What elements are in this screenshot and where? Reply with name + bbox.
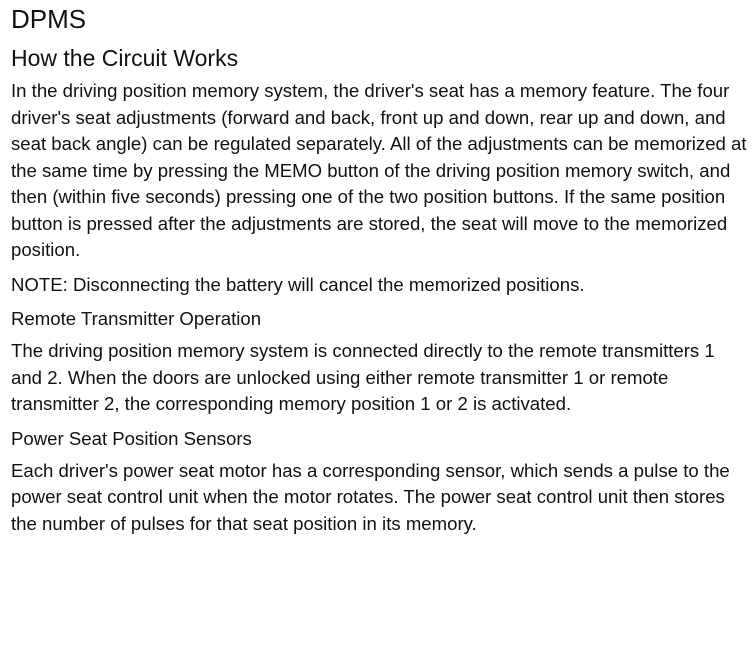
remote-transmitter-paragraph: The driving position memory system is connected directly to the remote transmitters 1 and 2. When the doors are unlocked using either remote transmitter 1 or remote transmitter 2, the corresponding memory position 1 or 2 is activated. <box>11 340 715 414</box>
position-sensors-heading: Power Seat Position Sensors <box>11 427 252 449</box>
position-sensors-paragraph: Each driver's power seat motor has a corresponding sensor, which sends a pulse to the power seat control unit when the motor rotates. The power seat control unit then stores the number of pulses for that seat position in its memory. <box>11 459 730 534</box>
page-title: DPMS <box>11 4 87 34</box>
remote-transmitter-heading: Remote Transmitter Operation <box>11 308 262 329</box>
intro-paragraph: In the driving position memory system, the driver's seat has a memory feature. The four driver's seat adjustments (forward and back, front up and down, rear up and down, and seat back angle) can be regulated separately. All of the adjustments can be memorized at the same time by pressing the MEMO button of the driving position memory switch, and then (within five seconds) pressing one of the two position buttons. If the same position button is pressed after the adjustments are stored, the seat will move to the memorized position. <box>11 80 747 260</box>
note-paragraph: NOTE: Disconnecting the battery will cancel the memorized positions. <box>11 273 585 295</box>
section-title: How the Circuit Works <box>11 45 239 71</box>
